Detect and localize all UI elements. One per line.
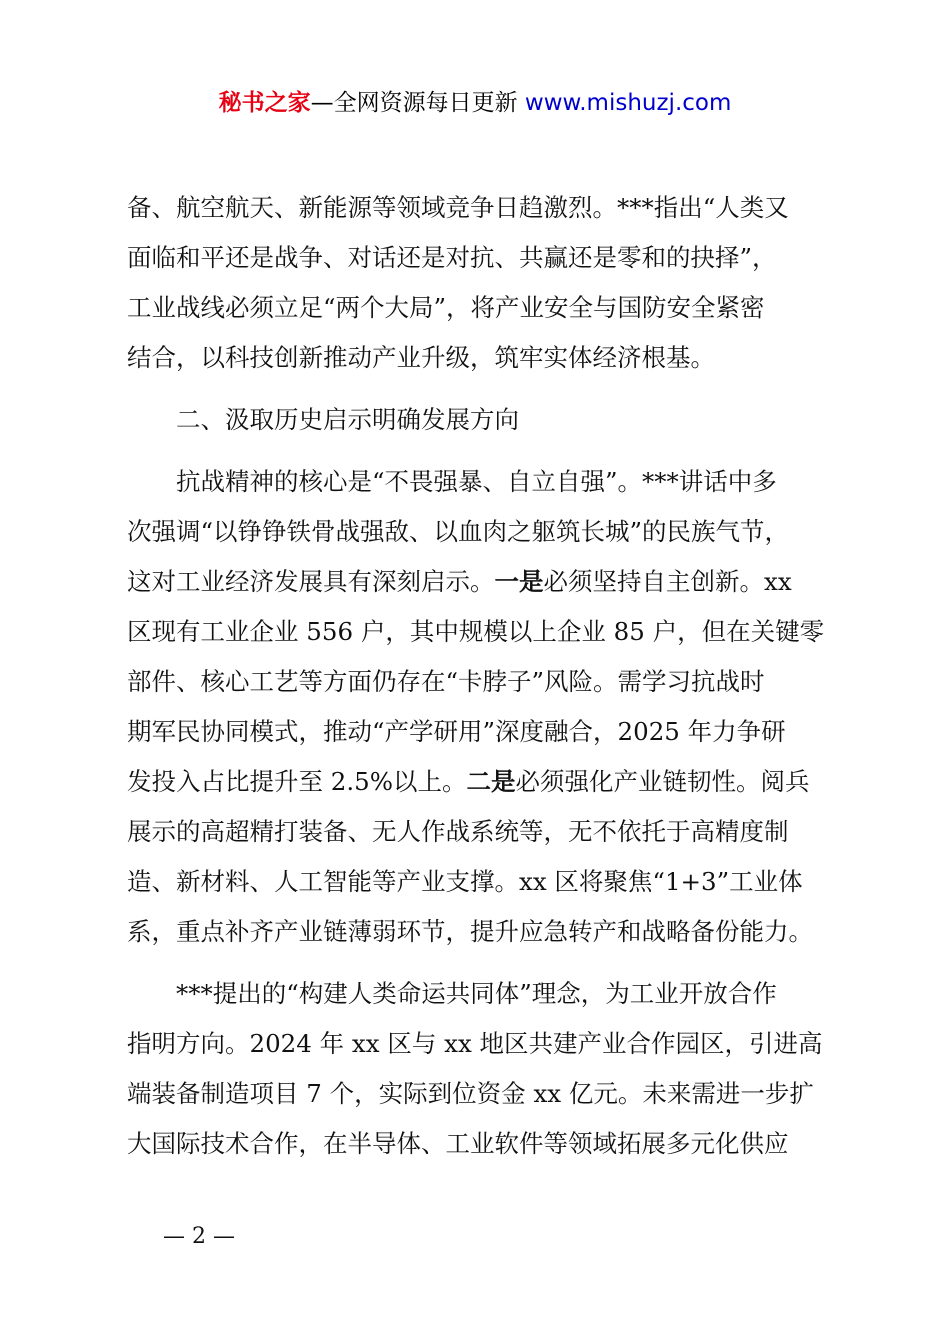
text-line: 结合，以科技创新推动产业升级，筑牢实体经济根基。 (127, 343, 715, 372)
paragraph-1 (127, 183, 832, 383)
text-run: 必须坚持自主创新。xx (543, 567, 792, 596)
text-line: 系，重点补齐产业链薄弱环节，提升应急转产和战略备份能力。 (127, 917, 813, 946)
text-run: 这对工业经济发展具有深刻启示。 (127, 567, 495, 596)
text-line: 展示的高超精打装备、无人作战系统等，无不依托于高精度制 (127, 817, 789, 846)
text-line: 大国际技术合作，在半导体、工业软件等领域拓展多元化供应 (127, 1129, 789, 1158)
text-line: 备、航空航天、新能源等领域竞争日趋激烈。***指出“人类又 (127, 193, 789, 222)
text-line: 造、新材料、人工智能等产业支撑。xx 区将聚焦“1+3”工业体 (127, 867, 803, 896)
text-line: 端装备制造项目 7 个，实际到位资金 xx 亿元。未来需进一步扩 (127, 1079, 814, 1108)
emphasis-first: 一是 (494, 567, 544, 596)
site-brand: 秘书之家 (218, 90, 311, 116)
text-line (127, 757, 832, 807)
page-number: — 2 — (163, 1224, 235, 1249)
text-line: 区现有工业企业 556 户，其中规模以上企业 85 户，但在关键零 (127, 617, 825, 646)
paragraph-3 (127, 969, 832, 1169)
section-heading (127, 395, 832, 445)
text-line (127, 557, 832, 607)
text-line: 抗战精神的核心是“不畏强暴、自立自强”。***讲话中多 (176, 467, 777, 496)
text-line: 工业战线必须立足“两个大局”，将产业安全与国防安全紧密 (127, 293, 765, 322)
text-line: 部件、核心工艺等方面仍存在“卡脖子”风险。需学习抗战时 (127, 667, 765, 696)
emphasis-second: 二是 (466, 767, 516, 796)
text-line: ***提出的“构建人类命运共同体”理念，为工业开放合作 (176, 979, 777, 1008)
text-line: 指明方向。2024 年 xx 区与 xx 地区共建产业合作园区，引进高 (127, 1029, 823, 1058)
site-tagline: —全网资源每日更新 (310, 90, 525, 116)
text-line: 面临和平还是战争、对话还是对抗、共赢还是零和的抉择”， (127, 243, 777, 272)
site-header (0, 86, 950, 120)
text-run: 必须强化产业链韧性。阅兵 (515, 767, 810, 796)
section-heading-text: 二、汲取历史启示明确发展方向 (176, 405, 519, 434)
paragraph-2 (127, 457, 832, 957)
document-body (127, 183, 832, 1169)
text-line: 次强调“以铮铮铁骨战强敌、以血肉之躯筑长城”的民族气节， (127, 517, 790, 546)
site-url-link[interactable]: www.mishuzj.com (524, 90, 732, 116)
text-run: 发投入占比提升至 2.5%以上。 (127, 767, 467, 796)
text-line: 期军民协同模式，推动“产学研用”深度融合，2025 年力争研 (127, 717, 786, 746)
